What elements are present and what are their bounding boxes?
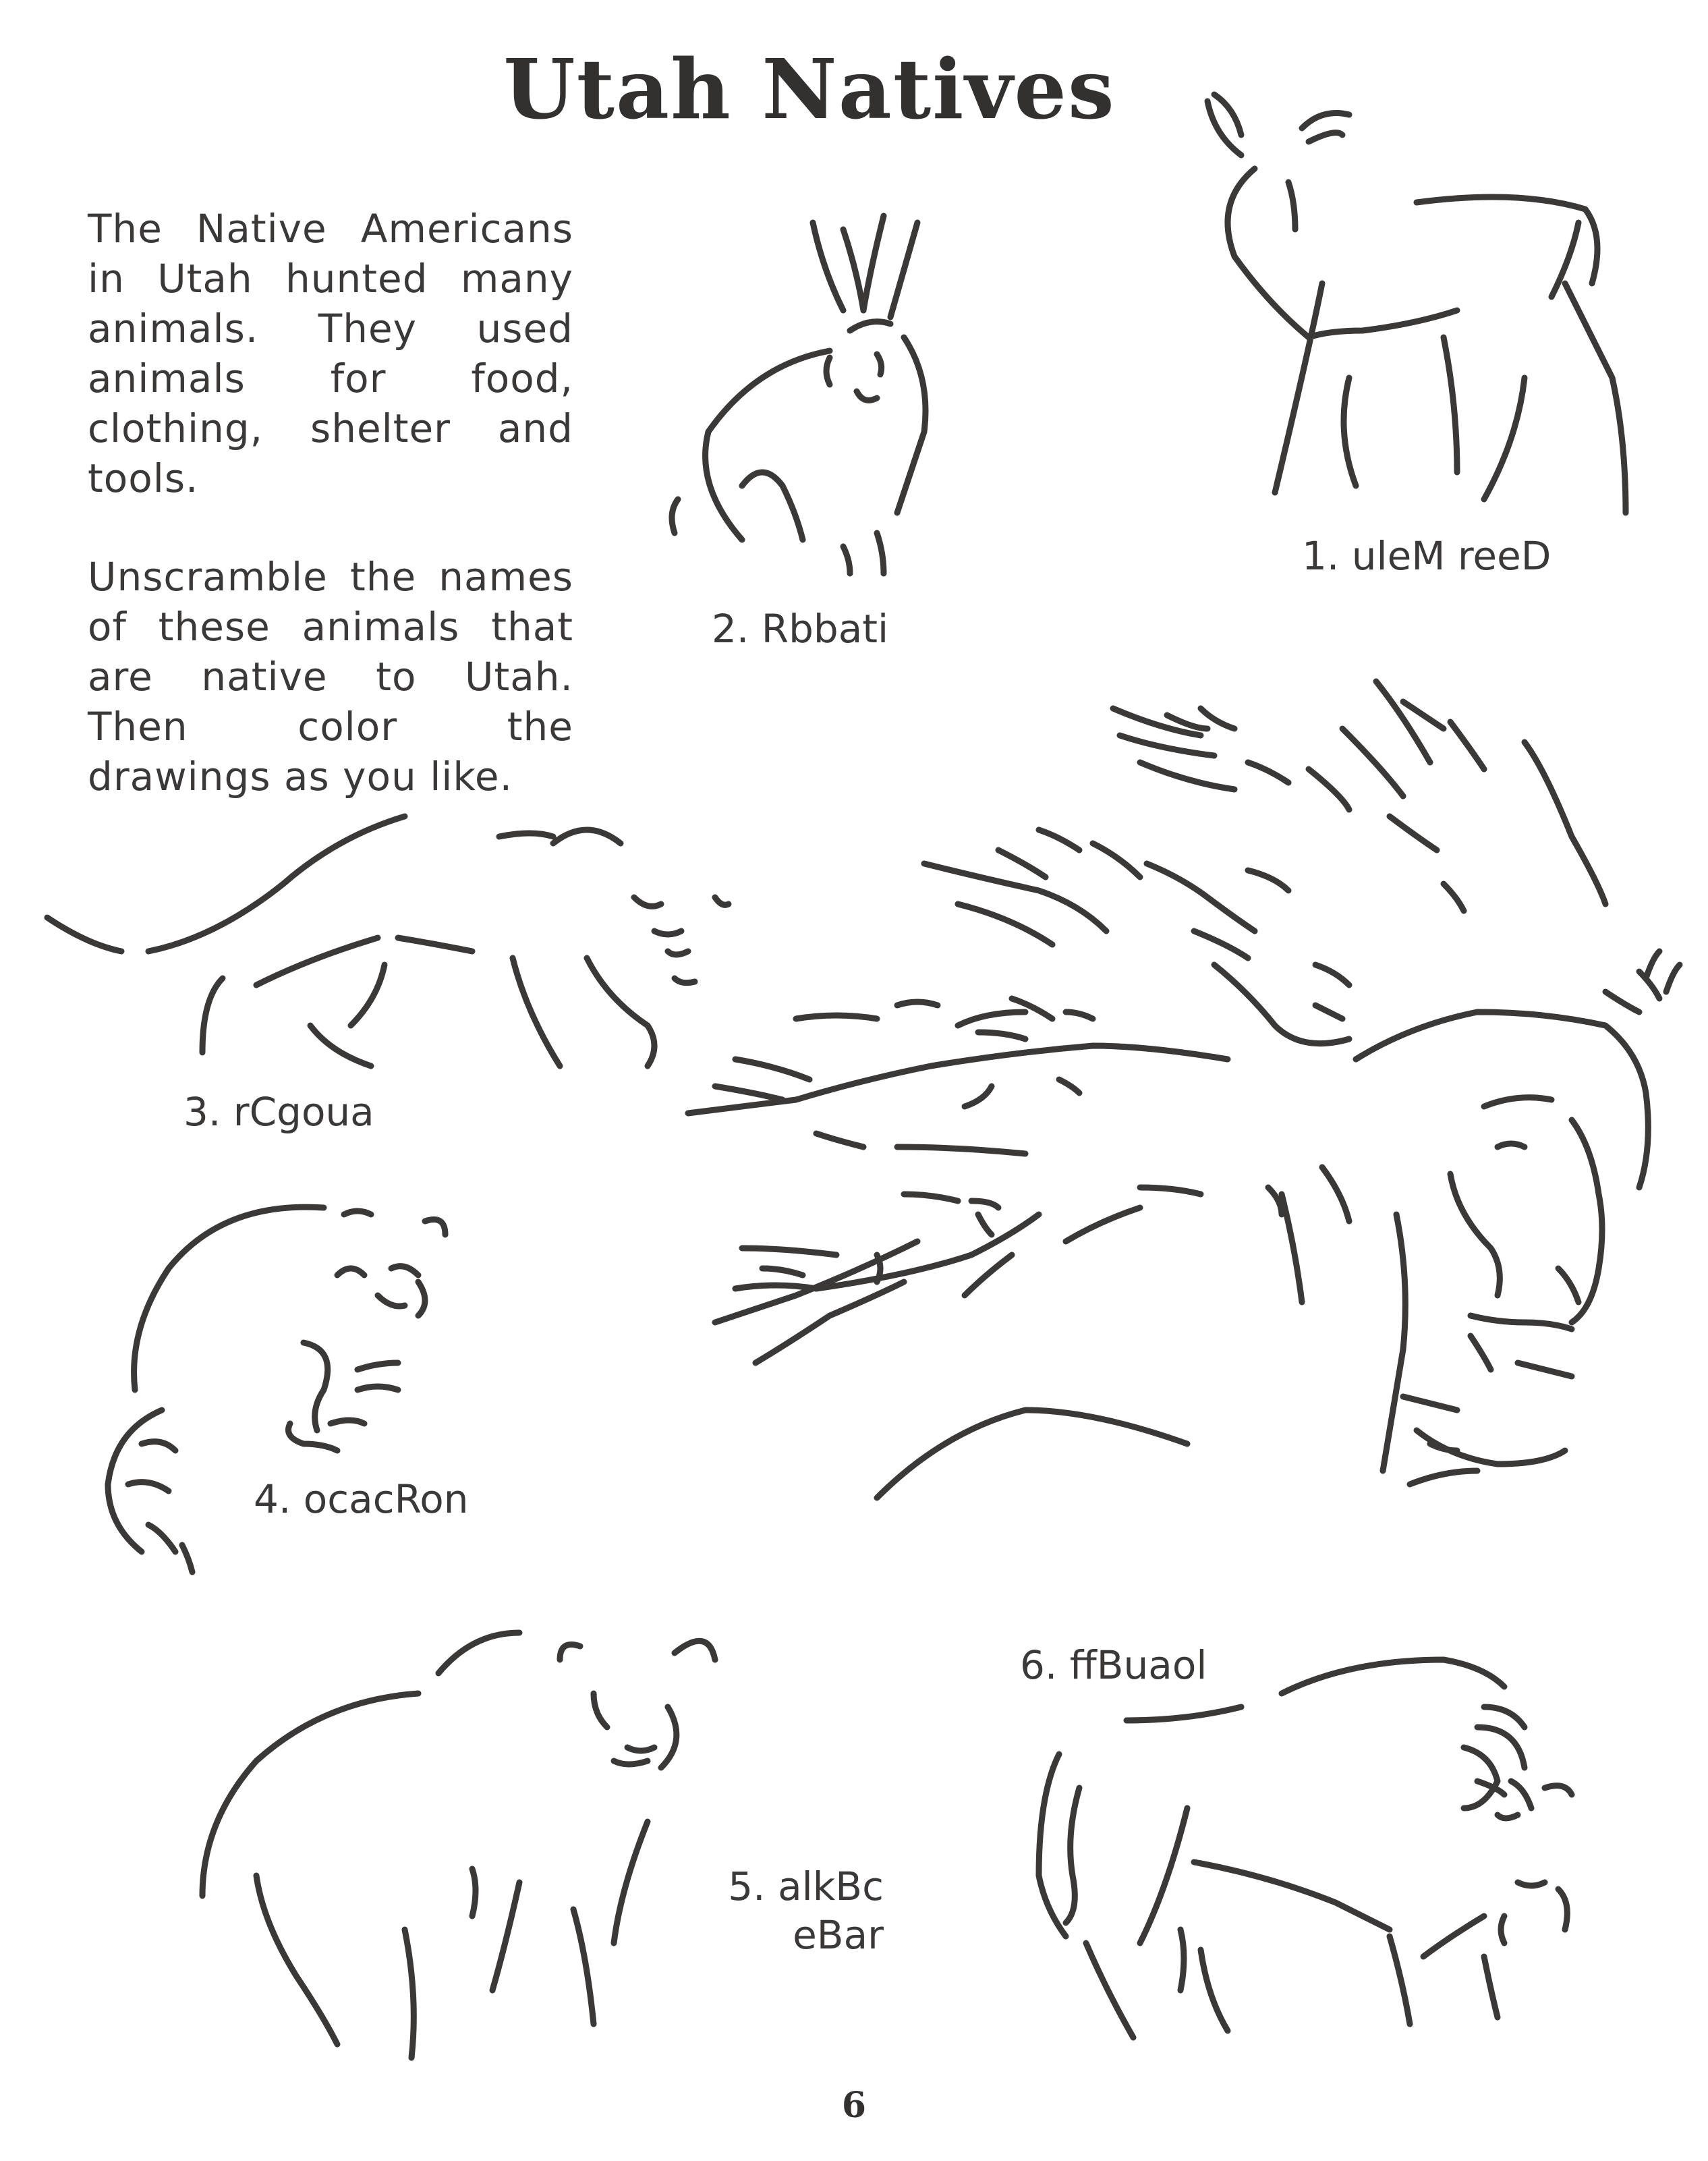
scrambled-word: uleM reeD [1351,533,1552,579]
instructions-paragraph: Unscramble the names of these animals that are native to Utah. Then color the drawings as you like. [88,554,573,799]
puzzle-label-1 [1302,532,1551,580]
puzzle-number: 2. [712,606,749,652]
puzzle-number: 6. [1020,1642,1058,1688]
scrambled-word: ocacRon [303,1476,469,1522]
cougar-icon [47,816,729,1066]
page-number: 6 [841,2085,867,2126]
deer-icon [1207,94,1626,513]
scrambled-word-line-1: alkBc [778,1863,884,1909]
scrambled-word: Rbbati [761,606,889,652]
puzzle-number: 1. [1302,533,1340,579]
puzzle-number: 5. [728,1863,766,1909]
rabbit-icon [672,216,926,573]
native-american-chief-headdress-icon [688,681,1680,1498]
scrambled-word: ffBuaol [1069,1642,1207,1688]
bear-icon [202,1633,715,2058]
puzzle-label-3 [183,1088,374,1136]
scrambled-word-line-2: eBar [793,1912,884,1958]
puzzle-number: 4. [254,1476,291,1522]
puzzle-number: 3. [183,1089,221,1135]
puzzle-label-2 [712,605,888,653]
buffalo-icon [1039,1660,1572,2038]
puzzle-label-6 [1020,1641,1207,1689]
puzzle-label-4 [254,1475,469,1523]
intro-paragraph: The Native Americans in Utah hunted many animals. They used animals for food, clothing, shelter and tools. [88,206,573,501]
scrambled-word: rCgoua [233,1089,374,1135]
puzzle-label-5 [681,1862,884,1959]
page-title: Utah Natives [503,40,1116,138]
